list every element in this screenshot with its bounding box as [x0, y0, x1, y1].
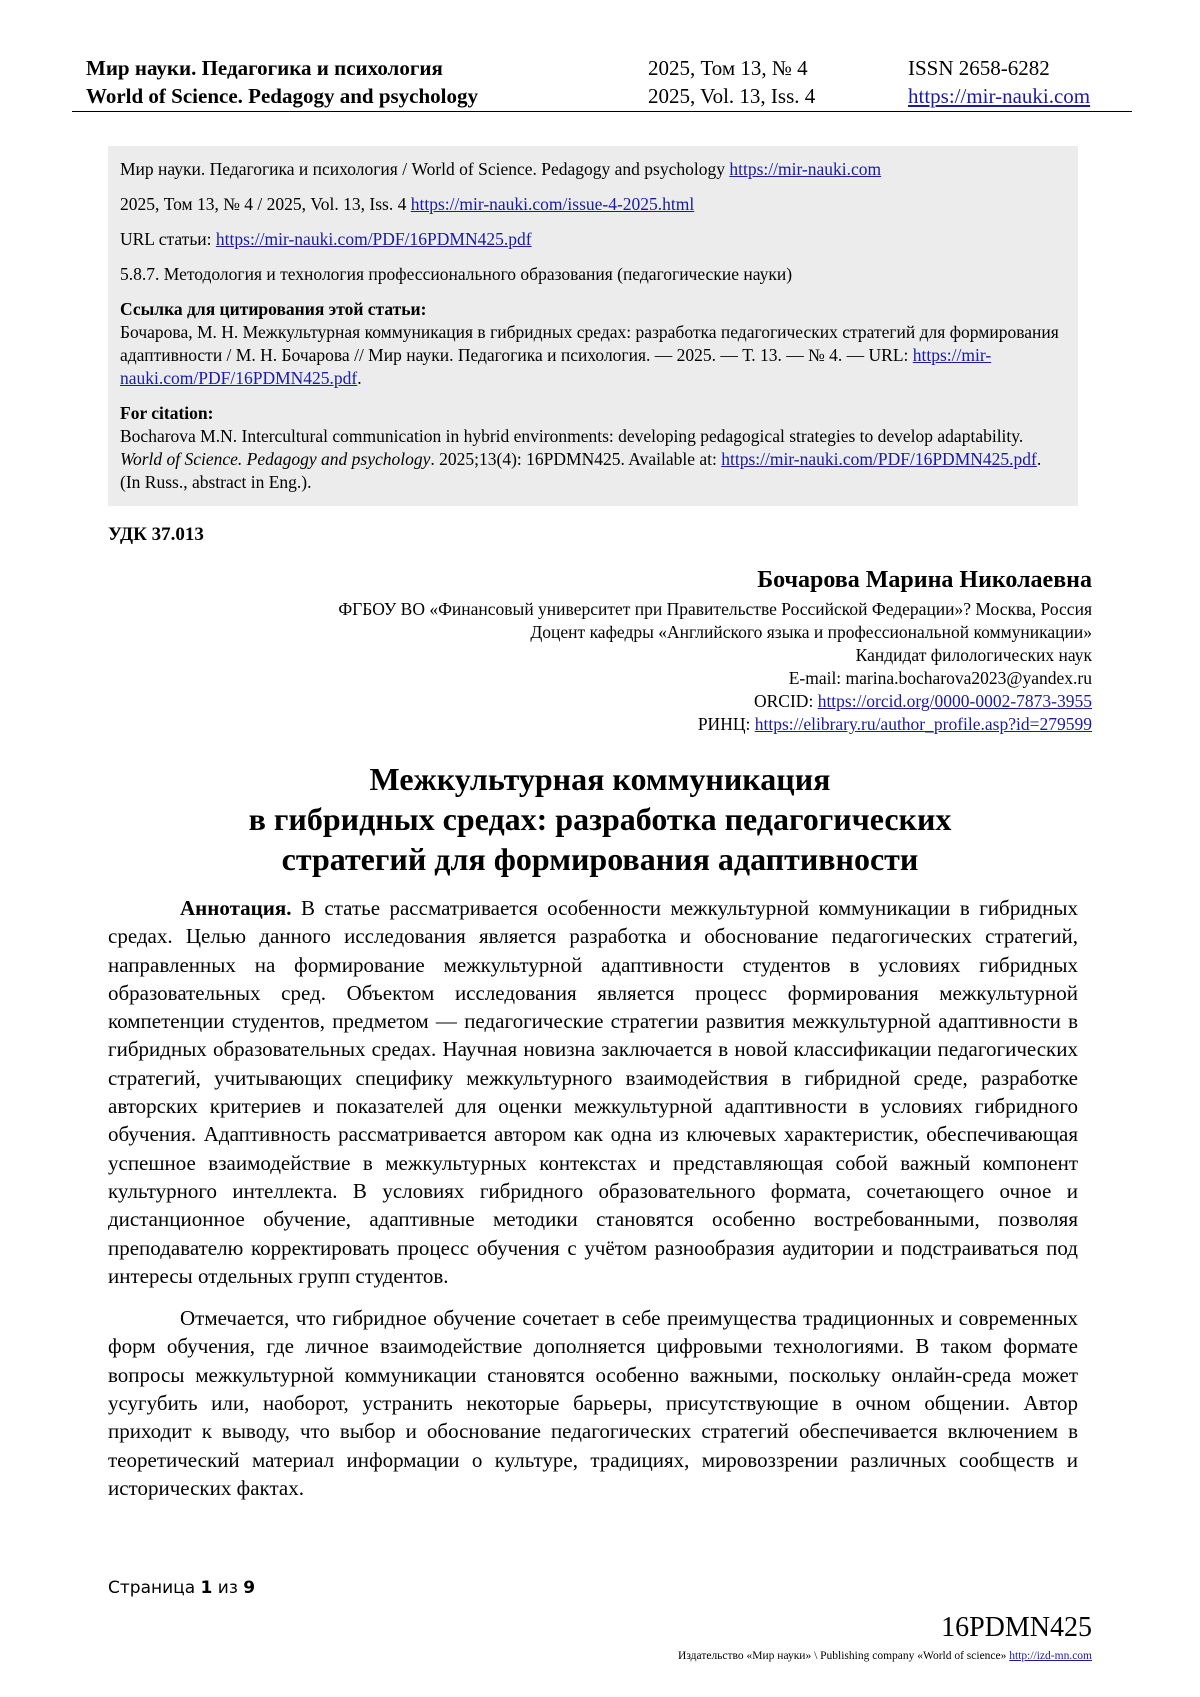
issue-block: [648, 54, 815, 110]
article-code: 16PDMN425: [941, 1612, 1092, 1643]
abstract-paragraph-2: Отмечается, что гибридное обучение сочетает в себе преимущества традиционных и современных форм обучения, где личное взаимодействие дополняется цифровыми технологиями. В таком формате вопросы межкультурной коммуникации становятся особенно важными, поскольку онлайн-среда может усугубить или, наоборот, устранить некоторые барьеры, присутствующие в очном общении. Автор приходит к выводу, что выбор и обоснование педагогических стратегий обеспечивается включением в теоретический материал информации о культуре, традициях, мировоззрении различных сообществ и исторических фактах.: [108, 1306, 1078, 1500]
issn: ISSN 2658-6282: [908, 56, 1050, 80]
issn-block: [908, 54, 1090, 110]
citation-en-label: For citation:: [120, 403, 214, 423]
citation-ru-link[interactable]: https://mir-nauki.com/PDF/16PDMN425.pdf: [120, 345, 992, 388]
info-issue-link[interactable]: https://mir-nauki.com/issue-4-2025.html: [410, 194, 695, 214]
citation-info-box: [108, 146, 1078, 506]
article-title: Межкультурная коммуникация в гибридных средах: разработка педагогических стратегий для формирования адаптивности: [248, 761, 952, 877]
author-degree: Кандидат филологических наук: [855, 645, 1092, 665]
author-rinc: РИНЦ: https://elibrary.ru/author_profile.asp?id=279599: [697, 714, 1092, 734]
journal-name-block: [86, 54, 478, 110]
header-divider: [72, 111, 1132, 112]
citation-ru-text: Бочарова, М. Н. Межкультурная коммуникация в гибридных средах: разработка педагогических стратегий для формирования адаптивности / М. Н. Бочарова // Мир науки. Педагогика и психология. — 2025. — Т. 13. — № 4. — URL:: [120, 322, 1059, 365]
author-name: Бочарова Марина Николаевна: [757, 567, 1092, 593]
info-article-url-link[interactable]: https://mir-nauki.com/PDF/16PDMN425.pdf: [215, 229, 532, 249]
journal-name-en: World of Science. Pedagogy and psychology: [86, 84, 479, 108]
author-orcid: ORCID: https://orcid.org/0000-0002-7873-3955: [754, 691, 1092, 711]
udk-code: УДК 37.013: [108, 524, 204, 545]
journal-site-link[interactable]: https://mir-nauki.com: [908, 84, 1091, 108]
publisher-link[interactable]: http://izd-mn.com: [1009, 1650, 1092, 1662]
author-position: Доцент кафедры «Английского языка и профессиональной коммуникации»: [530, 622, 1092, 642]
citation-ru-label: Ссылка для цитирования этой статьи:: [120, 299, 427, 319]
orcid-link[interactable]: https://orcid.org/0000-0002-7873-3955: [817, 691, 1092, 711]
info-journal-link[interactable]: https://mir-nauki.com: [729, 159, 882, 179]
info-url-line: URL статьи: https://mir-nauki.com/PDF/16PDMN425.pdf: [120, 229, 532, 249]
rinc-link[interactable]: https://elibrary.ru/author_profile.asp?id=279599: [754, 714, 1092, 734]
citation-en-text: Bocharova M.N. Intercultural communication in hybrid environments: developing pedagogical strategies to develop adaptability.: [120, 426, 1024, 446]
publisher-line: Издательство «Мир науки» \ Publishing company «World of science» http://izd-mn.com: [678, 1650, 1092, 1662]
citation-en: For citation: Bocharova M.N. Intercultural communication in hybrid environments: developing pedagogical strategies to develop adaptability. World of Science. Pedagogy and psychology. 2025;13(4): 16PDMN425. Available at: https://mir-nauki.com/PDF/16PDMN425.pdf. (In Russ., abstract in Eng.).: [120, 403, 1042, 492]
abstract: [108, 894, 1078, 1502]
page-number: Страница 1 из 9: [108, 1578, 256, 1598]
journal-header: [86, 54, 1116, 114]
issue-en: 2025, Vol. 13, Iss. 4: [648, 84, 816, 108]
citation-ru: Ссылка для цитирования этой статьи: Бочарова, М. Н. Межкультурная коммуникация в гибридных средах: разработка педагогических стратегий для формирования адаптивности / М. Н. Бочарова // Мир науки. Педагогика и психология. — 2025. — Т. 13. — № 4. — URL: https://mir-nauki.com/PDF/16PDMN425.pdf.: [120, 299, 1059, 388]
info-journal-line: Мир науки. Педагогика и психология / World of Science. Pedagogy and psychology https://mir-nauki.com: [120, 159, 882, 179]
abstract-paragraph-1: Аннотация. В статье рассматривается особенности межкультурной коммуникации в гибридных средах. Целью данного исследования является разработка и обоснование педагогических стратегий, направленных на формирование межкультурной адаптивности студентов в условиях гибридных образовательных сред. Объектом исследования является процесс формирования межкультурной компетенции студентов, предметом — педагогические стратегии развития межкультурной адаптивности в гибридных образовательных средах. Научная новизна заключается в новой классификации педагогических стратегий, учитывающих специфику межкультурного взаимодействия в гибридной среде, разработке авторских критериев и показателей для оценки межкультурной адаптивности в условиях гибридного обучения. Адаптивность рассматривается автором как одна из ключевых характеристик, обеспечивающая успешное взаимодействие в межкультурных контекстах и представляющая собой важный компонент культурного интеллекта. В условиях гибридного образовательного формата, сочетающего очное и дистанционное обучение, адаптивные методики становятся особенно востребованными, позволяя преподавателю корректировать процесс обучения с учётом разнообразия аудитории и подстраиваться под интересы отдельных групп студентов.: [108, 896, 1078, 1288]
issue-ru: 2025, Том 13, № 4: [648, 56, 808, 80]
abstract-label: Аннотация.: [180, 896, 292, 920]
author-affiliation: ФГБОУ ВО «Финансовый университет при Правительстве Российской Федерации»? Москва, Россия: [338, 599, 1092, 619]
info-issue-line: 2025, Том 13, № 4 / 2025, Vol. 13, Iss. 4 https://mir-nauki.com/issue-4-2025.html: [120, 194, 695, 214]
citation-en-link[interactable]: https://mir-nauki.com/PDF/16PDMN425.pdf: [721, 449, 1037, 469]
citation-en-journal: World of Science. Pedagogy and psychology: [120, 449, 431, 469]
info-specialty-line: 5.8.7. Методология и технология профессионального образования (педагогические науки): [120, 264, 793, 284]
journal-name-ru: Мир науки. Педагогика и психология: [86, 56, 443, 80]
author-block: [338, 564, 1092, 736]
author-email: E-mail: marina.bocharova2023@yandex.ru: [788, 668, 1092, 688]
